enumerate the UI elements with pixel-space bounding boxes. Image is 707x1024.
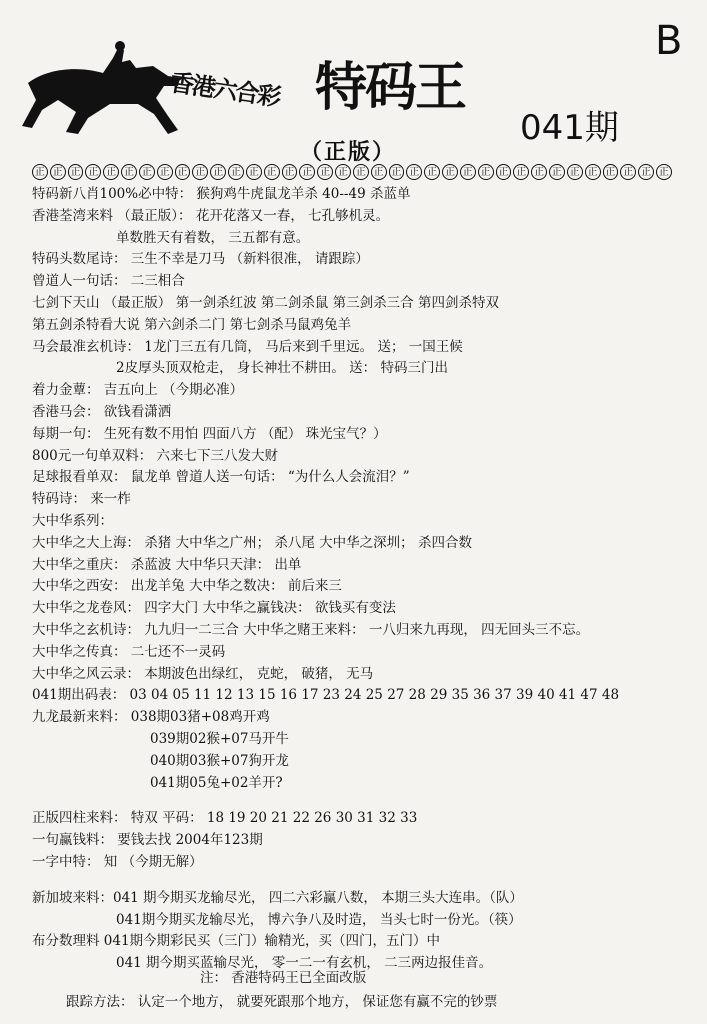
badge-icon: 正	[585, 164, 601, 180]
badge-icon: 正	[442, 164, 458, 180]
badge-icon: 正	[656, 164, 672, 180]
text-line: 大中华之玄机诗： 九九归一二三合 大中华之赌王来料： 一八归来九再现， 四无回头三不忘。	[32, 621, 590, 638]
text-line: 九龙最新来料： 038期03猪+08鸡开鸡	[32, 709, 270, 726]
badge-icon: 正	[496, 164, 512, 180]
badge-icon: 正	[531, 164, 547, 180]
badge-icon: 正	[228, 164, 244, 180]
text-line: 041期今期买龙输尽光， 博六争八及时造， 当头七时一份光。（筷）	[116, 911, 522, 928]
badge-icon: 正	[139, 164, 155, 180]
title-small: 香港六合彩	[168, 68, 282, 112]
badge-icon: 正	[478, 164, 494, 180]
badge-icon: 正	[68, 164, 84, 180]
header	[0, 0, 707, 178]
text-line: 一字中特： 知 （今期无解）	[32, 853, 203, 870]
badge-icon: 正	[85, 164, 101, 180]
title-big: 特码王	[315, 58, 466, 118]
text-line: 正版四柱来料： 特双 平码： 18 19 20 21 22 26 30 31 32 33	[32, 810, 418, 827]
text-line: 大中华之传真： 二七还不一灵码	[32, 643, 226, 660]
corner-letter: B	[655, 18, 683, 64]
text-line: 特码诗： 来一柞	[32, 491, 131, 508]
text-line: 第五剑杀特看大说 第六剑杀二门 第七剑杀马鼠鸡兔羊	[32, 316, 352, 333]
badge-icon: 正	[175, 164, 191, 180]
text-line: 每期一句： 生死有数不用怕 四面八方 （配） 珠光宝气？）	[32, 425, 387, 442]
text-line: 大中华之西安： 出龙羊兔 大中华之数决： 前后来三	[32, 578, 342, 595]
horse-rider-icon	[18, 38, 188, 138]
badge-icon: 正	[406, 164, 422, 180]
badge-icon: 正	[424, 164, 440, 180]
badge-icon: 正	[246, 164, 262, 180]
badge-icon: 正	[353, 164, 369, 180]
badge-icon: 正	[638, 164, 654, 180]
badge-icon: 正	[317, 164, 333, 180]
badge-icon: 正	[192, 164, 208, 180]
badge-icon: 正	[50, 164, 66, 180]
text-line: 大中华系列：	[32, 512, 113, 529]
issue-number: 041期	[520, 108, 619, 148]
text-line: 新加坡来料：041 期今期买龙输尽光， 四二六彩赢八数， 本期三头大连串。（队）	[32, 889, 523, 906]
badge-icon: 正	[157, 164, 173, 180]
text-line: 041期出码表： 03 04 05 11 12 13 15 16 17 23 24 25 27 28 29 35 36 37 39 40 41 47 48	[32, 687, 620, 704]
badge-icon: 正	[282, 164, 298, 180]
text-line: 着力金蕈： 吉五向上 （今期必准）	[32, 382, 244, 399]
footer-tracking: 跟踪方法： 认定一个地方， 就要死跟那个地方， 保证您有赢不完的钞票	[66, 994, 498, 1010]
badge-icon: 正	[371, 164, 387, 180]
text-line: 040期03猴+07狗开龙	[150, 752, 289, 769]
badge-icon: 正	[210, 164, 226, 180]
badge-icon: 正	[549, 164, 565, 180]
badge-icon: 正	[603, 164, 619, 180]
badge-icon: 正	[567, 164, 583, 180]
badge-icon: 正	[264, 164, 280, 180]
text-line: 041 期今期买蓝输尽光， 零一二一有玄机， 二三两边报佳音。	[116, 955, 493, 972]
badge-icon: 正	[513, 164, 529, 180]
footer-note: 注： 香港特码王已全面改版	[200, 970, 367, 986]
badge-row	[32, 164, 672, 182]
badge-icon: 正	[103, 164, 119, 180]
text-line: 七剑下天山 （最正版） 第一剑杀红波 第二剑杀鼠 第三剑杀三合 第四剑杀特双	[32, 294, 499, 311]
text-line: 特码新八肖100%必中特： 猴狗鸡牛虎鼠龙羊杀 40--49 杀蓝单	[32, 186, 411, 202]
text-line: 马会最准玄机诗： 1龙门三五有几筒， 马后来到千里远。 送； 一国王候	[32, 338, 463, 355]
text-line: 香港马会： 欲钱看潇洒	[32, 403, 172, 420]
text-line: 大中华之大上海： 杀猪 大中华之广州； 杀八尾 大中华之深圳； 杀四合数	[32, 534, 472, 551]
text-line: 布分数理料 041期今期彩民买（三门）输精光，买（四门，五门）中	[32, 933, 441, 950]
badge-icon: 正	[460, 164, 476, 180]
text-line: 足球报看单双： 鼠龙单 曾道人送一句话： “为什么人会流泪？”	[32, 469, 410, 486]
text-line: 大中华之龙卷风： 四字大门 大中华之赢钱决： 欲钱买有变法	[32, 600, 396, 617]
badge-icon: 正	[121, 164, 137, 180]
text-line: 单数胜天有着数， 三五都有意。	[116, 229, 310, 246]
badge-icon: 正	[335, 164, 351, 180]
badge-icon: 正	[299, 164, 315, 180]
text-line: 2皮厚头顶双枪走， 身长神壮不耕田。 送： 特码三门出	[116, 360, 448, 377]
text-line: 香港荃湾来料 （最正版）： 花开花落又一春， 七孔够机灵。	[32, 207, 390, 224]
text-line: 039期02猴+07马开牛	[150, 730, 289, 747]
text-line: 大中华之风云录： 本期波色出绿红， 克蛇， 破猪， 无马	[32, 665, 374, 682]
badge-icon: 正	[620, 164, 636, 180]
badge-icon: 正	[32, 164, 48, 180]
edition-label: （正版）	[300, 140, 397, 165]
text-line: 特码头数尾诗： 三生不幸是刀马 （新料很准， 请跟踪）	[32, 251, 369, 268]
text-line: 大中华之重庆： 杀蓝波 大中华只天津： 出单	[32, 556, 302, 573]
text-line: 一句赢钱料： 要钱去找 2004年123期	[32, 832, 263, 849]
text-line: 800元一句单双料： 六来七下三八发大财	[32, 447, 279, 464]
text-line: 041期05兔+02羊开?	[150, 774, 283, 791]
content-lines	[32, 184, 682, 975]
badge-icon: 正	[389, 164, 405, 180]
text-line: 曾道人一句话： 二三相合	[32, 273, 185, 290]
